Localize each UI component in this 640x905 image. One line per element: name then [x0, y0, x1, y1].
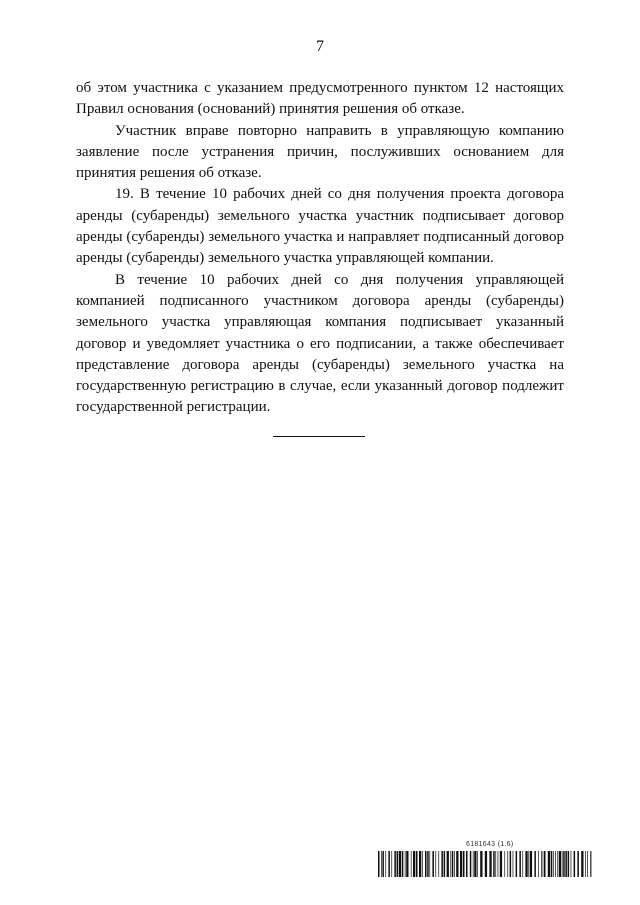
barcode-bar — [551, 851, 553, 877]
barcode-bar — [411, 851, 412, 877]
barcode-bar — [419, 851, 421, 877]
barcode-bar — [565, 851, 567, 877]
barcode-bar — [519, 851, 521, 877]
barcode-bar — [513, 851, 514, 877]
barcode-bar — [456, 851, 458, 877]
barcode-bar — [525, 851, 527, 877]
barcode-bar — [493, 851, 495, 877]
barcode-bar — [548, 851, 550, 877]
barcode-bar — [555, 851, 556, 877]
page-number: 7 — [316, 38, 324, 55]
barcode-bar — [429, 851, 430, 877]
barcode-bar — [399, 851, 401, 877]
barcode-bar — [447, 851, 449, 877]
barcode-bar — [474, 851, 476, 877]
document-body — [76, 78, 564, 419]
barcode-bar — [402, 851, 404, 877]
barcode-bar — [432, 851, 434, 877]
barcode-bar — [435, 851, 436, 877]
barcode-bar — [444, 851, 446, 877]
barcode-bar — [498, 851, 499, 877]
barcode-bar — [460, 851, 462, 877]
barcode-bar — [477, 851, 478, 877]
barcode-bar — [470, 851, 472, 877]
barcode-bar — [385, 851, 386, 877]
barcode-bar — [406, 851, 408, 877]
barcode-bar — [441, 851, 443, 877]
barcode-bar — [562, 851, 563, 877]
barcode-bar — [438, 851, 439, 877]
barcode-bar — [397, 851, 399, 877]
barcode-bar — [394, 851, 396, 877]
paragraph-signing: В течение 10 рабочих дней со дня получения управляющей компанией подписанного участником договора аренды (субаренды) земельного участка управляющая компания подписывает указанный договор и уведомляет участника о его подписании, а также обеспечивает представление договора аренды (субаренды) земельного участка на государственную регистрацию в случае, если указанный договор подлежит государственной регистрации. — [76, 271, 564, 416]
barcode-bar — [530, 851, 532, 877]
barcode-bar — [422, 851, 423, 877]
barcode-bar — [504, 851, 505, 877]
barcode-bar — [452, 851, 454, 877]
barcode-bar — [587, 851, 588, 877]
barcode-bar — [495, 851, 496, 877]
barcode-bar — [425, 851, 427, 877]
barcode-bar — [577, 851, 579, 877]
barcode-bar — [543, 851, 544, 877]
barcode-bar — [538, 851, 539, 877]
barcode-bar — [568, 851, 570, 877]
barcode-bar — [585, 851, 586, 877]
barcode — [378, 851, 592, 877]
barcode-bar — [480, 851, 482, 877]
paragraph-continuation: об этом участника с указанием предусмотренного пунктом 12 настоящих Правил основания (оснований) принятия решения об отказе. — [76, 80, 564, 118]
barcode-bar — [454, 851, 455, 877]
barcode-bar — [427, 851, 429, 877]
barcode-bar — [473, 851, 474, 877]
barcode-bar — [522, 851, 523, 877]
barcode-bar — [581, 851, 583, 877]
barcode-bar — [378, 851, 380, 877]
barcode-bar — [559, 851, 561, 877]
barcode-bar — [590, 851, 591, 877]
barcode-bar — [541, 851, 542, 877]
barcode-bar — [405, 851, 406, 877]
barcode-bar — [388, 851, 390, 877]
barcode-bar — [553, 851, 554, 877]
barcode-bar — [391, 851, 392, 877]
end-of-text-rule — [273, 436, 365, 437]
barcode-bar — [563, 851, 565, 877]
barcode-bar — [528, 851, 529, 877]
barcode-bar — [510, 851, 512, 877]
barcode-bar — [500, 851, 502, 877]
barcode-bar — [516, 851, 518, 877]
barcode-bar — [557, 851, 558, 877]
barcode-bar — [489, 851, 491, 877]
barcode-bar — [381, 851, 382, 877]
barcode-bar — [466, 851, 468, 877]
barcode-bar — [507, 851, 508, 877]
paragraph-resubmission: Участник вправе повторно направить в управляющую компанию заявление после устранения причин, послуживших основанием для принятия решения об отказе. — [76, 122, 564, 182]
barcode-bar — [485, 851, 487, 877]
barcode-bar — [534, 851, 536, 877]
barcode-bar — [382, 851, 384, 877]
barcode-bar — [574, 851, 576, 877]
barcode-bar — [416, 851, 418, 877]
document-code: 6181643 (1.6) — [466, 841, 514, 848]
barcode-bar — [450, 851, 451, 877]
barcode-bar — [544, 851, 546, 877]
barcode-bar — [571, 851, 572, 877]
barcode-bar — [463, 851, 465, 877]
paragraph-clause-19: 19. В течение 10 рабочих дней со дня получения проекта договора аренды (субаренды) земельного участка участник подписывает договор аренды (субаренды) земельного участка и направляет подписанный договор аренды (субаренды) земельного участка управляющей компании. — [76, 186, 564, 267]
barcode-bar — [413, 851, 415, 877]
